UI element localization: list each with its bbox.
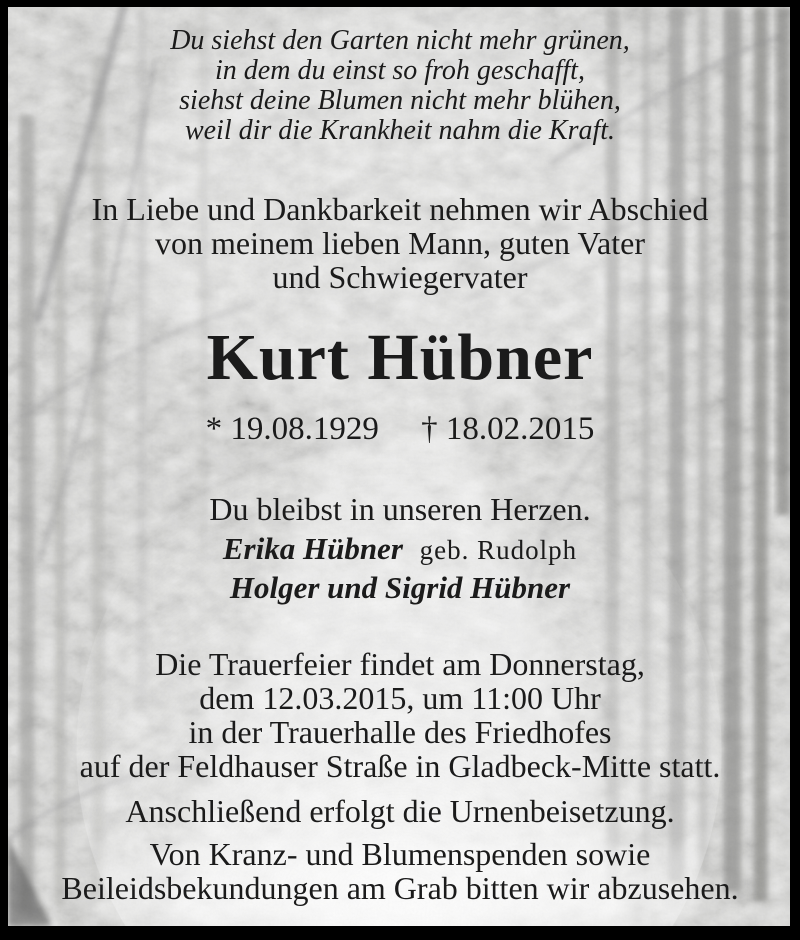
farewell-intro [0,192,800,294]
service-line-3: in der Trauerhalle des Friedhofes [188,714,612,750]
mourner-family-line: Holger und Sigrid Hübner [229,570,571,605]
deceased-name: Kurt Hübner [206,321,594,394]
widow-maiden-name: geb. Rudolph [419,535,578,565]
intro-line-3: und Schwiegervater [272,259,528,295]
funeral-service-details [0,647,800,783]
remembrance-line: Du bleibst in unseren Herzen. [209,491,591,527]
death-date: † 18.02.2015 [421,411,595,447]
birth-date: * 19.08.1929 [205,411,379,447]
intro-line-2: von meinem lieben Mann, guten Vater [155,225,645,261]
service-line-2: dem 12.03.2015, um 11:00 Uhr [199,680,601,716]
condolence-line-1: Von Kranz- und Blumenspenden sowie [149,836,651,872]
poem-line-3: siehst deine Blumen nicht mehr blühen, [179,85,621,116]
memorial-poem [0,26,800,146]
urn-burial-line: Anschließend erfolgt die Urnenbeisetzung. [125,793,675,829]
widow-name: Erika Hübner [222,531,403,566]
service-line-1: Die Trauerfeier findet am Donnerstag, [155,646,645,682]
poem-line-2: in dem du einst so froh geschafft, [215,55,585,86]
intro-line-1: In Liebe und Dankbarkeit nehmen wir Abschied [91,191,709,227]
service-line-4: auf der Feldhauser Straße in Gladbeck-Mitte statt. [79,748,721,784]
poem-line-4: weil dir die Krankheit nahm die Kraft. [184,115,616,146]
mourner-widow-line [0,532,800,567]
condolence-request [0,837,800,905]
condolence-line-2: Beileidsbekundungen am Grab bitten wir abzusehen. [61,870,739,906]
poem-line-1: Du siehst den Garten nicht mehr grünen, [170,25,630,56]
life-dates [0,410,800,448]
